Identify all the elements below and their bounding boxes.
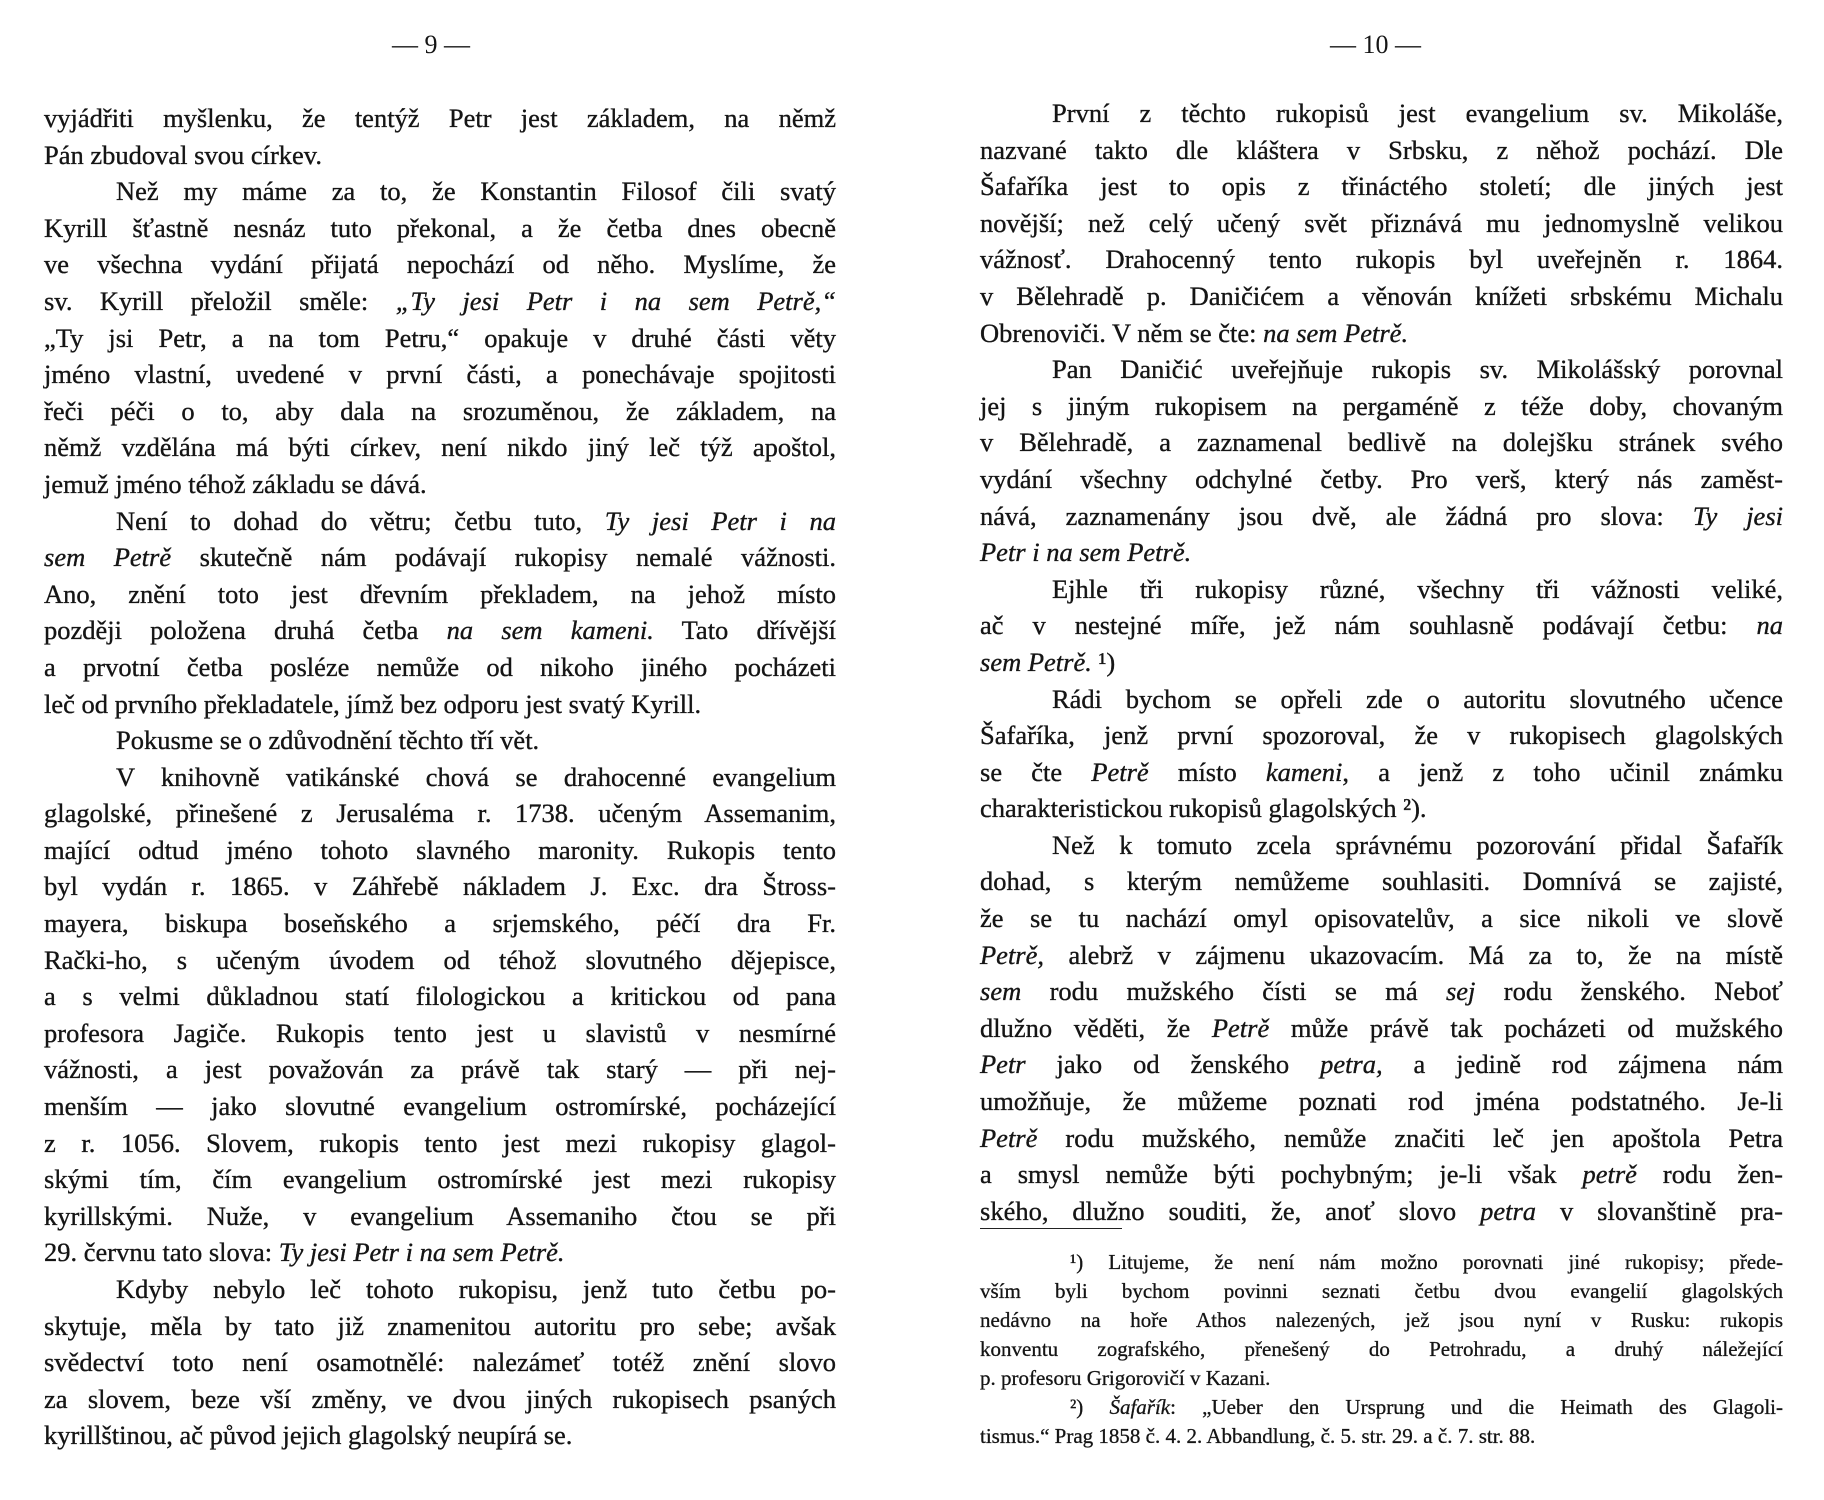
text-segment: vážnosti, a jest považován za právě tak starý — při nej- — [44, 1054, 836, 1085]
text-line — [980, 1248, 1783, 1277]
text-line — [980, 973, 1783, 1010]
text-line — [44, 649, 836, 686]
text-line — [980, 168, 1783, 205]
text-line — [44, 100, 836, 137]
text-segment: byl vydán r. 1865. v Záhřebě nákladem J. Exc. dra Štross- — [44, 871, 836, 902]
italic-text: Šafařík — [1109, 1395, 1171, 1419]
text-segment: Pan Daničić uveřejňuje rukopis sv. Mikolášský porovnal — [1052, 354, 1783, 385]
text-line — [980, 827, 1783, 864]
text-segment: ²) — [1070, 1395, 1110, 1419]
text-line — [44, 942, 836, 979]
text-segment: Rádi bychom se opřeli zde o autoritu slovutného učence — [1052, 683, 1783, 714]
text-segment: menším — jako slovutné evangelium ostromírské, pocházející — [44, 1091, 836, 1122]
italic-text: petrě — [1582, 1159, 1637, 1190]
italic-text: Ty jesi Petr i na sem Petrě. — [278, 1237, 565, 1268]
text-segment: profesora Jagiče. Rukopis tento jest u slavistů v nesmírné — [44, 1017, 836, 1048]
text-segment: němž vzdělána má býti církev, není nikdo jiný leč týž apoštol, — [44, 432, 836, 463]
text-segment: že se tu nachází omyl opisovatelův, a sice nikoli ve slově — [980, 903, 1783, 934]
italic-text: Petrě, — [980, 939, 1045, 970]
text-line — [44, 978, 836, 1015]
text-line — [980, 1193, 1783, 1230]
text-segment: nedávno na hoře Athos nalezených, jež jsou nyní v Rusku: rukopis — [980, 1308, 1783, 1332]
text-line — [44, 1271, 836, 1308]
text-segment: alebrž v zájmenu ukazovacím. Má za to, že na místě — [1044, 939, 1783, 970]
text-line — [44, 1161, 836, 1198]
text-line — [980, 900, 1783, 937]
text-segment: Tato dřívější — [653, 615, 836, 646]
italic-text: kameni — [1265, 756, 1343, 787]
text-line — [980, 1422, 1783, 1451]
text-segment: p. profesoru Grigorovičí v Kazani. — [980, 1366, 1271, 1390]
text-line — [980, 571, 1783, 608]
text-segment: vším byli bychom povinni seznati četbu dvou evangelií glagolských — [980, 1279, 1783, 1303]
text-segment: Ejhle tři rukopisy různé, všechny tři vážnosti veliké, — [1052, 573, 1783, 604]
text-line — [980, 1306, 1783, 1335]
text-line — [980, 95, 1783, 132]
text-line — [980, 498, 1783, 535]
text-line — [980, 534, 1783, 571]
text-segment: a prvotní četba posléze nemůže od nikoho jiného pocházeti — [44, 651, 836, 682]
text-segment: kyrillštinou, ač původ jejich glagolský neupírá se. — [44, 1420, 573, 1451]
text-line — [980, 1156, 1783, 1193]
text-segment: vážnosť. Drahocenný tento rukopis byl uveřejněn r. 1864. — [980, 244, 1783, 275]
text-segment: Šafaříka, jenž první spozoroval, že v rukopisech glagolských — [980, 720, 1783, 751]
text-segment: , a jenž z toho učinil známku — [1342, 756, 1783, 787]
text-segment: 29. červnu tato slova: — [44, 1237, 279, 1268]
text-segment: z r. 1056. Slovem, rukopis tento jest mezi rukopisy glagol- — [44, 1127, 836, 1158]
text-segment: mající odtud jméno tohoto slavného maronity. Rukopis tento — [44, 834, 836, 865]
italic-text: Petrě — [1091, 756, 1149, 787]
text-segment: a jedině rod zájmena nám — [1382, 1049, 1783, 1080]
text-line — [980, 278, 1783, 315]
italic-text: sem Petrě — [44, 542, 172, 573]
text-line — [980, 424, 1783, 461]
text-segment: vyjádřiti myšlenku, že tentýž Petr jest základem, na němž — [44, 103, 836, 133]
text-segment: leč od prvního překladatele, jímž bez odporu jest svatý Kyrill. — [44, 688, 702, 719]
text-segment: mayera, biskupa boseňského a srjemského, péčí dra Fr. — [44, 908, 836, 939]
text-segment: v slovanštině pra- — [1536, 1195, 1783, 1226]
footnotes — [980, 1248, 1783, 1451]
text-segment: nazvané takto dle kláštera v Srbsku, z něhož pochází. Dle — [980, 134, 1783, 165]
text-line — [980, 644, 1783, 681]
text-line — [44, 1125, 836, 1162]
text-line — [980, 1277, 1783, 1306]
text-segment: V knihovně vatikánské chová se drahocenné evangelium — [116, 761, 836, 792]
text-segment: Není to dohad do větru; četbu tuto, — [116, 505, 605, 536]
text-line — [44, 539, 836, 576]
italic-text: Ty jesi Petr i na — [604, 505, 837, 536]
text-segment: skými tím, čím evangelium ostromírské jest mezi rukopisy — [44, 1164, 836, 1195]
text-segment: rodu žen- — [1636, 1159, 1783, 1190]
text-line — [44, 1344, 836, 1381]
text-segment: charakteristickou rukopisů glagolských ²). — [980, 793, 1427, 824]
text-segment: rodu ženského. Neboť — [1475, 976, 1783, 1007]
text-line — [980, 607, 1783, 644]
text-line — [44, 795, 836, 832]
italic-text: Petrě — [1211, 1012, 1270, 1043]
text-line — [980, 351, 1783, 388]
text-line — [44, 246, 836, 283]
text-line — [980, 1335, 1783, 1364]
italic-text: sej — [1445, 976, 1476, 1007]
text-line — [980, 681, 1783, 718]
text-line — [980, 754, 1783, 791]
page-number-left: — 9 — — [392, 30, 470, 59]
text-line — [44, 1234, 836, 1271]
page-number-right: — 10 — — [1330, 30, 1421, 59]
text-segment: řeči péči o to, aby dala na srozuměnou, že základem, na — [44, 395, 836, 426]
italic-text: na sem kameni. — [446, 615, 654, 646]
text-segment: rodu mužského, nemůže značiti leč jen apoštola Petra — [1037, 1122, 1783, 1153]
text-segment: svědectví toto není osamotnělé: nalezámeť totéž znění slovo — [44, 1347, 836, 1378]
text-line — [44, 612, 836, 649]
text-segment: může právě tak pocházeti od mužského — [1269, 1012, 1783, 1043]
text-line — [44, 1417, 836, 1454]
text-line — [44, 466, 836, 503]
italic-text: na sem Petrě. — [1263, 317, 1409, 348]
text-segment: Kdyby nebylo leč tohoto rukopisu, jenž tuto četbu po- — [116, 1274, 836, 1304]
text-line — [44, 722, 836, 759]
text-line — [44, 210, 836, 247]
text-line — [44, 1088, 836, 1125]
text-segment: glagolské, přinešené z Jerusaléma r. 1738. učeným Assemanim, — [44, 798, 836, 829]
text-line — [980, 1083, 1783, 1120]
text-segment: místo — [1148, 756, 1266, 787]
text-segment: umožňuje, že můžeme poznati rod jména podstatného. Je-li — [980, 1086, 1783, 1117]
text-line — [980, 461, 1783, 498]
text-segment: konventu zografského, přenešený do Petrohradu, a druhý náležející — [980, 1337, 1783, 1361]
text-segment: za slovem, beze vší změny, ve dvou jiných rukopisech psaných — [44, 1383, 836, 1414]
text-segment: Než k tomuto zcela správnému pozorování přidal Šafařík — [1052, 829, 1783, 860]
text-segment: a s velmi důkladnou statí filologickou a kritickou od pana — [44, 981, 836, 1012]
text-line — [44, 356, 836, 393]
text-segment: Pán zbudoval svou církev. — [44, 139, 322, 170]
text-segment: rodu mužského čísti se má — [1021, 976, 1446, 1007]
text-segment: jako od ženského — [1025, 1049, 1321, 1080]
text-line — [980, 388, 1783, 425]
text-segment: v Bělehradě p. Daničićem a věnován knížeti srbskému Michalu — [980, 280, 1783, 311]
text-line — [980, 717, 1783, 754]
text-segment: Ano, znění toto jest dřevním překladem, na jehož místo — [44, 578, 836, 609]
right-page-body — [980, 95, 1783, 1229]
text-line — [980, 205, 1783, 242]
text-segment: : „Ueber den Ursprung und die Heimath des Glagoli- — [1170, 1395, 1784, 1419]
text-segment: Pokusme se o zdůvodnění těchto tří vět. — [116, 725, 540, 756]
text-line — [44, 1308, 836, 1345]
text-line — [44, 868, 836, 905]
text-line — [980, 315, 1783, 352]
text-segment: dlužno věděti, že — [980, 1012, 1212, 1043]
text-segment: jej s jiným rukopisem na pergaméně z téže doby, chovaným — [980, 390, 1783, 421]
text-segment: Rački-ho, s učeným úvodem od téhož slovutného dějepisce, — [44, 944, 836, 975]
text-segment: ¹) Litujeme, že není nám možno porovnati jiné rukopisy; přede- — [1070, 1250, 1783, 1274]
text-line — [980, 241, 1783, 278]
text-line — [980, 1364, 1783, 1393]
text-line — [980, 132, 1783, 169]
text-line — [44, 320, 836, 357]
text-segment: tismus.“ Prag 1858 č. 4. 2. Abbandlung, č. 5. str. 29. a č. 7. str. 88. — [980, 1424, 1536, 1448]
text-line — [44, 576, 836, 613]
italic-text: Petr i na sem Petrě. — [980, 537, 1192, 568]
text-segment: Než my máme za to, že Konstantin Filosof čili svatý — [116, 176, 836, 207]
text-line — [980, 1120, 1783, 1157]
text-line — [44, 429, 836, 466]
text-segment: vydání všechny odchylné četby. Pro verš, který nás zaměst- — [980, 463, 1783, 494]
italic-text: „Ty jesi Petr i na sem Petrě,“ — [395, 285, 836, 316]
text-segment: dohad, s kterým nemůžeme souhlasiti. Domnívá se zajisté, — [980, 866, 1783, 897]
text-line — [44, 393, 836, 430]
text-line — [980, 1393, 1783, 1422]
text-segment: kyrillskými. Nuže, v evangelium Assemaniho čtou se při — [44, 1200, 836, 1231]
text-line — [44, 832, 836, 869]
text-segment: ského, dlužno souditi, že, anoť slovo — [980, 1195, 1481, 1226]
italic-text: sem — [980, 976, 1022, 1007]
text-segment: První z těchto rukopisů jest evangelium sv. Mikoláše, — [1052, 98, 1783, 128]
text-line — [44, 686, 836, 723]
italic-text: petra, — [1320, 1049, 1383, 1080]
text-line — [44, 905, 836, 942]
text-segment: Šafaříka jest to opis z třináctého století; dle jiných jest — [980, 171, 1783, 202]
text-segment: později položena druhá četba — [44, 615, 447, 646]
left-page-body — [44, 100, 836, 1454]
text-segment: Kyrill šťastně nesnáz tuto překonal, a že četba dnes obecně — [44, 212, 836, 243]
text-line — [44, 1198, 836, 1235]
text-segment: ¹) — [1091, 646, 1116, 677]
text-segment: v Bělehradě, a zaznamenal bedlivě na dolejšku stránek svého — [980, 427, 1783, 458]
text-line — [980, 937, 1783, 974]
text-segment: Obrenoviči. V něm se čte: — [980, 317, 1264, 348]
italic-text: petra — [1480, 1195, 1537, 1226]
text-segment: sv. Kyrill přeložil směle: — [44, 285, 396, 316]
text-line — [44, 1051, 836, 1088]
text-segment: a smysl nemůže býti pochybným; je-li však — [980, 1159, 1583, 1190]
italic-text: Ty jesi — [1692, 500, 1783, 531]
text-line — [980, 1010, 1783, 1047]
text-line — [44, 503, 836, 540]
text-segment: jméno vlastní, uvedené v první části, a ponechávaje spojitosti — [44, 359, 836, 390]
italic-text: na — [1756, 610, 1783, 641]
text-line — [44, 759, 836, 796]
text-line — [44, 137, 836, 174]
italic-text: Petrě — [980, 1122, 1038, 1153]
text-segment: ač v nestejné míře, jež nám souhlasně podávají četbu: — [980, 610, 1757, 641]
text-line — [44, 173, 836, 210]
text-segment: se čte — [980, 756, 1092, 787]
text-line — [980, 1046, 1783, 1083]
text-line — [980, 790, 1783, 827]
text-segment: ve všechna vydání přijatá nepochází od něho. Myslíme, že — [44, 249, 836, 280]
text-segment: skutečně nám podávají rukopisy nemalé vážnosti. — [171, 542, 836, 573]
text-segment: skytuje, měla by tato již znamenitou autoritu pro sebe; avšak — [44, 1310, 836, 1341]
text-line — [44, 283, 836, 320]
text-line — [44, 1381, 836, 1418]
italic-text: sem Petrě. — [980, 646, 1092, 677]
footnote-divider — [980, 1228, 1122, 1229]
text-line — [44, 1015, 836, 1052]
text-segment: nává, zaznamenány jsou dvě, ale žádná pro slova: — [980, 500, 1693, 531]
text-segment: „Ty jsi Petr, a na tom Petru,“ opakuje v druhé části věty — [44, 322, 836, 353]
text-segment: novější; než celý učený svět přiznává mu jednomyslně velikou — [980, 207, 1783, 238]
italic-text: Petr — [980, 1049, 1026, 1080]
text-segment: jemuž jméno téhož základu se dává. — [44, 468, 427, 499]
text-line — [980, 863, 1783, 900]
